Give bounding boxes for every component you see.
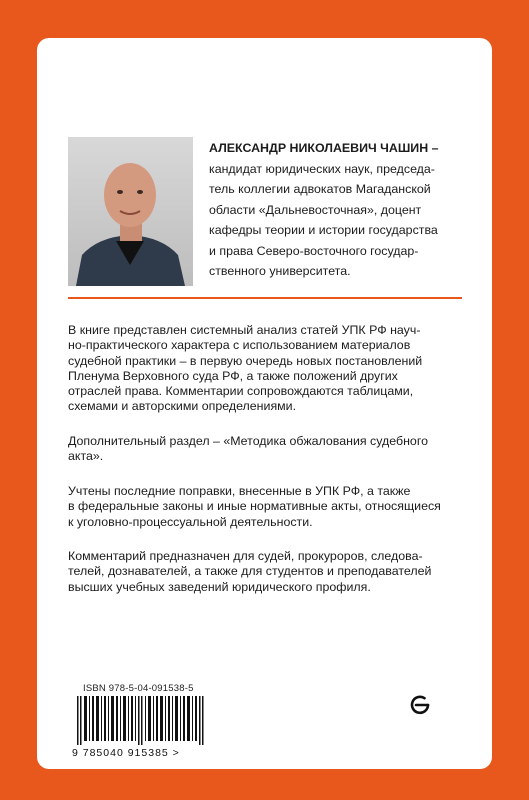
text-line: Учтены последние поправки, внесенные в УПК РФ, а также <box>68 484 411 498</box>
bio-line: тель коллегии адвокатов Магаданской <box>209 182 431 196</box>
divider <box>68 297 462 299</box>
text-line: Дополнительный раздел – «Методика обжалования судебного <box>68 434 428 448</box>
text-line: телей, дознавателей, а также для студентов и преподавателей <box>68 564 432 579</box>
publisher-logo-icon <box>409 693 433 717</box>
author-photo <box>68 137 193 286</box>
bio-line: области «Дальневосточная», доцент <box>209 202 422 217</box>
amendments-paragraph <box>68 484 464 530</box>
bio-line: и права Северо-восточного государ- <box>209 243 419 258</box>
text-line: Комментарий предназначен для судей, прокуроров, следова- <box>68 549 423 563</box>
text-line: Пленума Верховного суда РФ, а также положений других <box>68 368 398 383</box>
text-line: в федеральные законы и иные нормативные акты, относящиеся <box>68 499 441 514</box>
author-name: АЛЕКСАНДР НИКОЛАЕВИЧ ЧАШИН – <box>209 141 439 155</box>
text-line: отраслей права. Комментарии сопровождаются таблицами, <box>68 384 414 399</box>
bio-line: кафедры теории и истории государства <box>209 223 438 237</box>
text-line: В книге представлен системный анализ статей УПК РФ науч- <box>68 323 421 337</box>
barcode <box>71 683 231 745</box>
text-line: к уголовно-процессуальной деятельности. <box>68 514 313 529</box>
text-line: схемами и авторскими определениями. <box>68 399 297 414</box>
description-paragraph <box>68 323 464 415</box>
text-line: но-практического характера с использованием материалов <box>68 338 411 353</box>
audience-paragraph <box>68 549 464 595</box>
additional-section-paragraph <box>68 434 464 465</box>
isbn-label: ISBN 978-5-04-091538-5 <box>83 683 194 694</box>
content-card <box>37 38 492 769</box>
barcode-number: 9 785040 915385 > <box>72 747 180 759</box>
bio-line: ственного университета. <box>209 264 351 278</box>
text-line: судебной практики – в первую очередь новых постановлений <box>68 353 423 368</box>
text-line: высших учебных заведений юридического профиля. <box>68 579 371 594</box>
author-bio <box>209 138 477 282</box>
text-line: акта». <box>68 449 104 464</box>
bio-line: кандидат юридических наук, председа- <box>209 161 435 176</box>
